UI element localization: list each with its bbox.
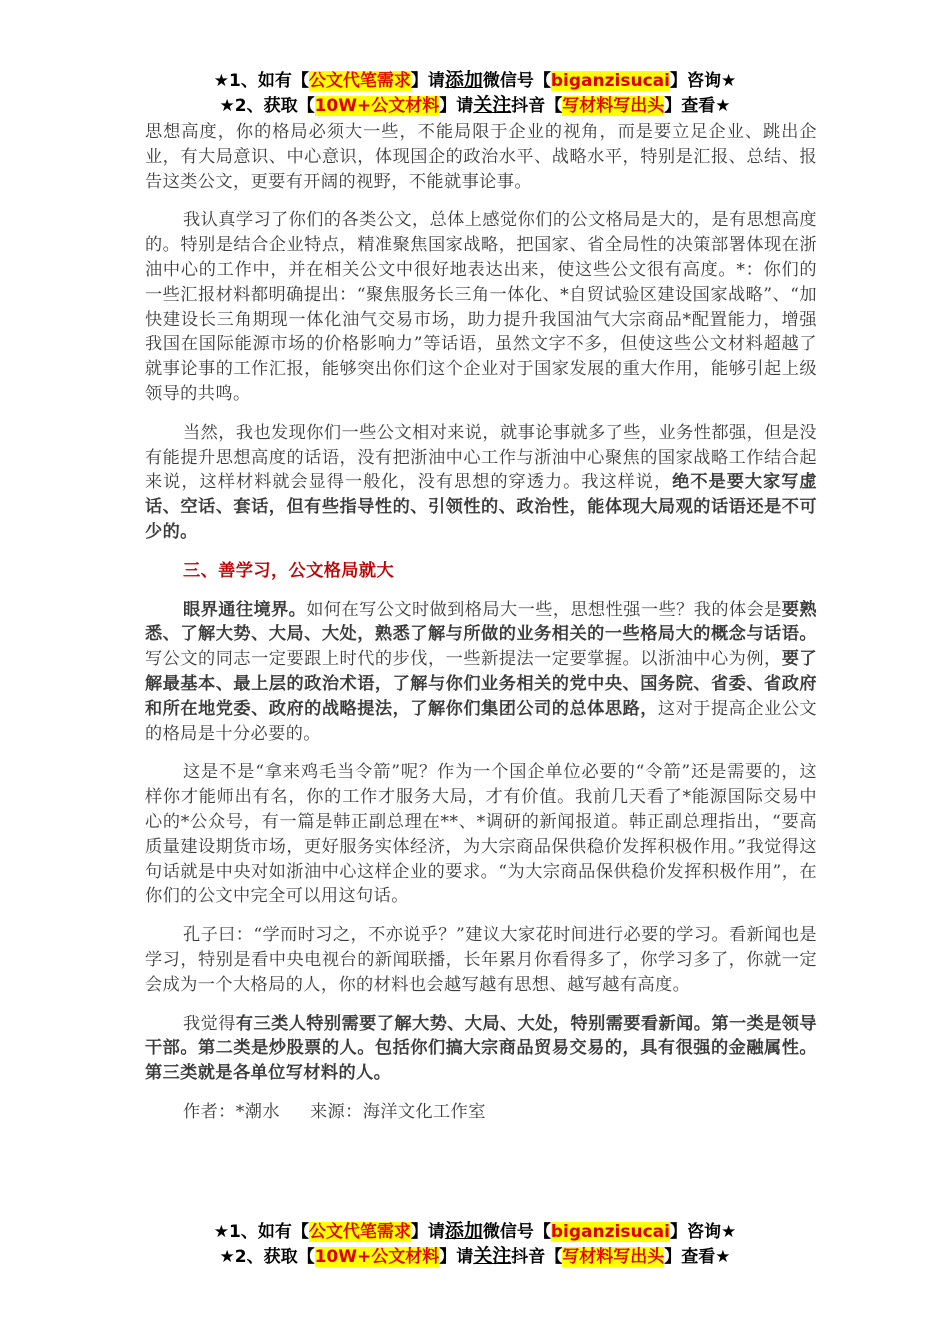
promo-text: 微信号【 — [482, 1222, 551, 1242]
promo-text: 】请 — [439, 1247, 474, 1267]
wechat-id-highlight: biganzisucai — [550, 1222, 670, 1242]
paragraph-2: 我认真学习了你们的各类公文，总体上感觉你们的公文格局是大的，是有思想高度的。特别是结合企业特点，精准聚焦国家战略，把国家、省全局性的决策部署体现在浙油中心的工作中，并在相关公文中很好地表达出来，使这些公文很有高度。*：你们的一些汇报材料都明确提出：“聚焦服务长三角一体化、*自贸试验区建设国家战略”、“加快建设长三角期现一体化油气交易市场，助力提升我国油气大宗商品*配置能力，增强我国在国际能源市场的价格影响力”等话语，虽然文字不多，但使这些公文材料超越了就事论事的工作汇报，能够突出你们这个企业对于国家发展的重大作用，能够引起上级领导的共鸣。 — [145, 210, 818, 404]
article-body — [145, 120, 817, 1139]
promo-line-1 — [0, 1219, 950, 1244]
promo-banner-bottom — [0, 1219, 950, 1269]
promo-text: ★2、获取【 — [219, 1247, 315, 1267]
paragraph-5: 这是不是“拿来鸡毛当令箭”呢？作为一个国企单位必要的“令箭”还是需要的，这样你才能师出有名，你的工作才服务大局，才有价值。我前几天看了*能源国际交易中心的*公众号，有一篇是韩正副总理在**、*调研的新闻报道。韩正副总理指出，“要高质量建设期货市场，更好服务实体经济，为大宗商品保供稳价发挥积极作用。”我觉得这句话就是中央对如浙油中心这样企业的要求。“为大宗商品保供稳价发挥积极作用”，在你们的公文中完全可以用这句话。 — [145, 762, 817, 907]
promo-text: ★1、如有【 — [213, 71, 309, 91]
paragraph-1: 思想高度，你的格局必须大一些，不能局限于企业的视角，而是要立足企业、跳出企业，有大局意识、中心意识，体现国企的政治水平、战略水平，特别是汇报、总结、报告这类公文，更要有开阔的视野，不能就事论事。 — [145, 122, 817, 192]
source: 来源：海洋文化工作室 — [309, 1101, 486, 1122]
promo-line-1 — [0, 68, 950, 93]
promo-text: 抖音【 — [511, 96, 563, 116]
promo-highlight: 公文代笔需求 — [308, 1222, 411, 1242]
douyin-id-highlight: 写材料写出头 — [562, 96, 665, 116]
promo-line-2 — [0, 1244, 950, 1269]
wechat-id-highlight: biganzisucai — [550, 71, 670, 91]
promo-highlight: 10W+公文材料 — [314, 1247, 440, 1267]
promo-text: 】请 — [410, 1222, 445, 1242]
section-heading-3: 三、善学习，公文格局就大 — [183, 560, 395, 581]
paragraph-3: 当然，我也发现你们一些公文相对来说，就事论事就多了些，业务性都强，但是没有能提升思想高度的话语，没有把浙油中心工作与浙油中心聚焦的国家战略工作结合起来说，这样材料就会显得一般化，没有思想的穿透力。我这样说，绝不是要大家写虚话、空话、套话，但有些指导性的、引领性的、政治性，能体现大局观的话语还是不可少的。 — [145, 422, 818, 542]
paragraph-4: 眼界通往境界。如何在写公文时做到格局大一些，思想性强一些？我的体会是要熟悉、了解大势、大局、大处，熟悉了解与所做的业务相关的一些格局大的概念与话语。写公文的同志一定要跟上时代的步伐，一些新提法一定要掌握。以浙油中心为例，要了解最基本、最上层的政治术语，了解与你们业务相关的党中央、国务院、省委、省政府和所在地党委、政府的战略提法，了解你们集团公司的总体思路，这对于提高企业公文的格局是十分必要的。 — [145, 599, 817, 744]
author: 作者：*潮水 — [183, 1101, 280, 1122]
promo-text: 抖音【 — [511, 1247, 563, 1267]
promo-highlight: 公文代笔需求 — [308, 71, 411, 91]
promo-text: ★2、获取【 — [219, 96, 315, 116]
promo-underline: 关注 — [473, 1245, 512, 1267]
paragraph-7: 我觉得有三类人特别需要了解大势、大局、大处，特别需要看新闻。第一类是领导干部。第二类是炒股票的人。包括你们搞大宗商品贸易交易的，具有很强的金融属性。第三类就是各单位写材料的人。 — [145, 1013, 818, 1084]
author-line — [145, 1100, 817, 1125]
promo-text: 】查看★ — [664, 1247, 731, 1267]
paragraph-6: 孔子曰：“学而时习之，不亦说乎？”建议大家花时间进行必要的学习。看新闻也是学习，特别是看中央电视台的新闻联播，长年累月你看得多了，你学习多了，你就一定会成为一个大格局的人，你的材料也会越写越有思想、越写越有高度。 — [145, 925, 817, 995]
promo-text: 】请 — [439, 96, 474, 116]
promo-text: 】咨询★ — [669, 71, 737, 91]
promo-banner-top — [0, 68, 950, 118]
promo-text: 】查看★ — [664, 96, 731, 116]
promo-highlight: 10W+公文材料 — [314, 96, 440, 116]
promo-underline: 添加 — [444, 69, 483, 91]
promo-text: 微信号【 — [482, 71, 551, 91]
promo-underline: 关注 — [473, 94, 512, 116]
promo-underline: 添加 — [444, 1220, 483, 1242]
douyin-id-highlight: 写材料写出头 — [562, 1247, 665, 1267]
promo-text: ★1、如有【 — [213, 1222, 309, 1242]
promo-text: 】请 — [410, 71, 445, 91]
promo-line-2 — [0, 93, 950, 118]
promo-text: 】咨询★ — [669, 1222, 737, 1242]
